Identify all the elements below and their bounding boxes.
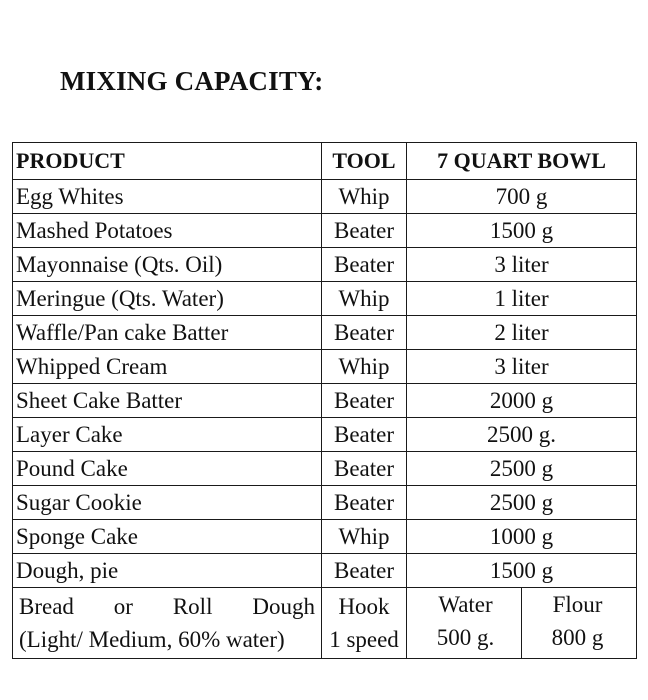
tool-cell: Beater	[322, 554, 407, 588]
tool-cell: Whip	[322, 282, 407, 316]
mixing-capacity-table	[12, 142, 637, 659]
tool-cell: Beater	[322, 384, 407, 418]
table-row	[13, 180, 637, 214]
capacity-cell: 2000 g	[407, 384, 637, 418]
capacity-cell: 1000 g	[407, 520, 637, 554]
flour-value: 800 g	[551, 625, 604, 650]
capacity-cell: 1500 g	[407, 554, 637, 588]
tool-line-2: 1 speed	[329, 627, 399, 652]
table-row	[13, 214, 637, 248]
tool-cell: Beater	[322, 418, 407, 452]
tool-cell: Beater	[322, 486, 407, 520]
capacity-cell: 3 liter	[407, 350, 637, 384]
capacity-cell: 1 liter	[407, 282, 637, 316]
product-cell: Pound Cake	[13, 452, 322, 486]
tool-cell: Beater	[322, 214, 407, 248]
tool-cell: Whip	[322, 350, 407, 384]
product-cell: Sheet Cake Batter	[13, 384, 322, 418]
tool-line-1: Hook	[338, 594, 390, 619]
water-flour-split	[410, 588, 633, 658]
water-column	[410, 588, 521, 658]
product-word: Roll	[172, 594, 213, 619]
table-row	[13, 418, 637, 452]
flour-label: Flour	[552, 592, 603, 617]
product-word: Bread	[19, 594, 74, 619]
table-row	[13, 350, 637, 384]
tool-cell: Beater	[322, 452, 407, 486]
product-word: or	[113, 594, 133, 619]
product-cell: Sugar Cookie	[13, 486, 322, 520]
product-cell	[13, 588, 322, 659]
capacity-cell: 2 liter	[407, 316, 637, 350]
table-row	[13, 452, 637, 486]
capacity-cell: 1500 g	[407, 214, 637, 248]
tool-cell	[322, 588, 407, 659]
table-row-bread-dough	[13, 588, 637, 659]
capacity-cell	[407, 588, 637, 659]
product-cell: Layer Cake	[13, 418, 322, 452]
header-tool: TOOL	[322, 143, 407, 180]
capacity-cell: 2500 g	[407, 486, 637, 520]
capacity-cell: 700 g	[407, 180, 637, 214]
table-row	[13, 248, 637, 282]
product-word: Dough	[252, 594, 315, 619]
capacity-cell: 2500 g	[407, 452, 637, 486]
table-row	[13, 554, 637, 588]
tool-cell: Whip	[322, 520, 407, 554]
capacity-cell: 3 liter	[407, 248, 637, 282]
table-row	[13, 316, 637, 350]
product-line-2: (Light/ Medium, 60% water)	[19, 627, 285, 652]
table-row	[13, 384, 637, 418]
product-cell: Meringue (Qts. Water)	[13, 282, 322, 316]
tool-cell: Beater	[322, 248, 407, 282]
page-title: MIXING CAPACITY:	[60, 66, 324, 96]
product-cell: Whipped Cream	[13, 350, 322, 384]
header-product: PRODUCT	[13, 143, 322, 180]
header-row	[13, 143, 637, 180]
tool-cell: Whip	[322, 180, 407, 214]
table-body	[13, 180, 637, 659]
table-row	[13, 282, 637, 316]
flour-column	[521, 588, 633, 658]
product-cell: Egg Whites	[13, 180, 322, 214]
product-cell: Mashed Potatoes	[13, 214, 322, 248]
header-bowl: 7 QUART BOWL	[407, 143, 637, 180]
product-cell: Waffle/Pan cake Batter	[13, 316, 322, 350]
table-row	[13, 520, 637, 554]
tool-cell: Beater	[322, 316, 407, 350]
capacity-cell: 2500 g.	[407, 418, 637, 452]
product-cell: Dough, pie	[13, 554, 322, 588]
product-line-1	[16, 590, 318, 623]
product-cell: Mayonnaise (Qts. Oil)	[13, 248, 322, 282]
product-cell: Sponge Cake	[13, 520, 322, 554]
water-label: Water	[438, 592, 493, 617]
table-row	[13, 486, 637, 520]
water-value: 500 g.	[436, 625, 495, 650]
